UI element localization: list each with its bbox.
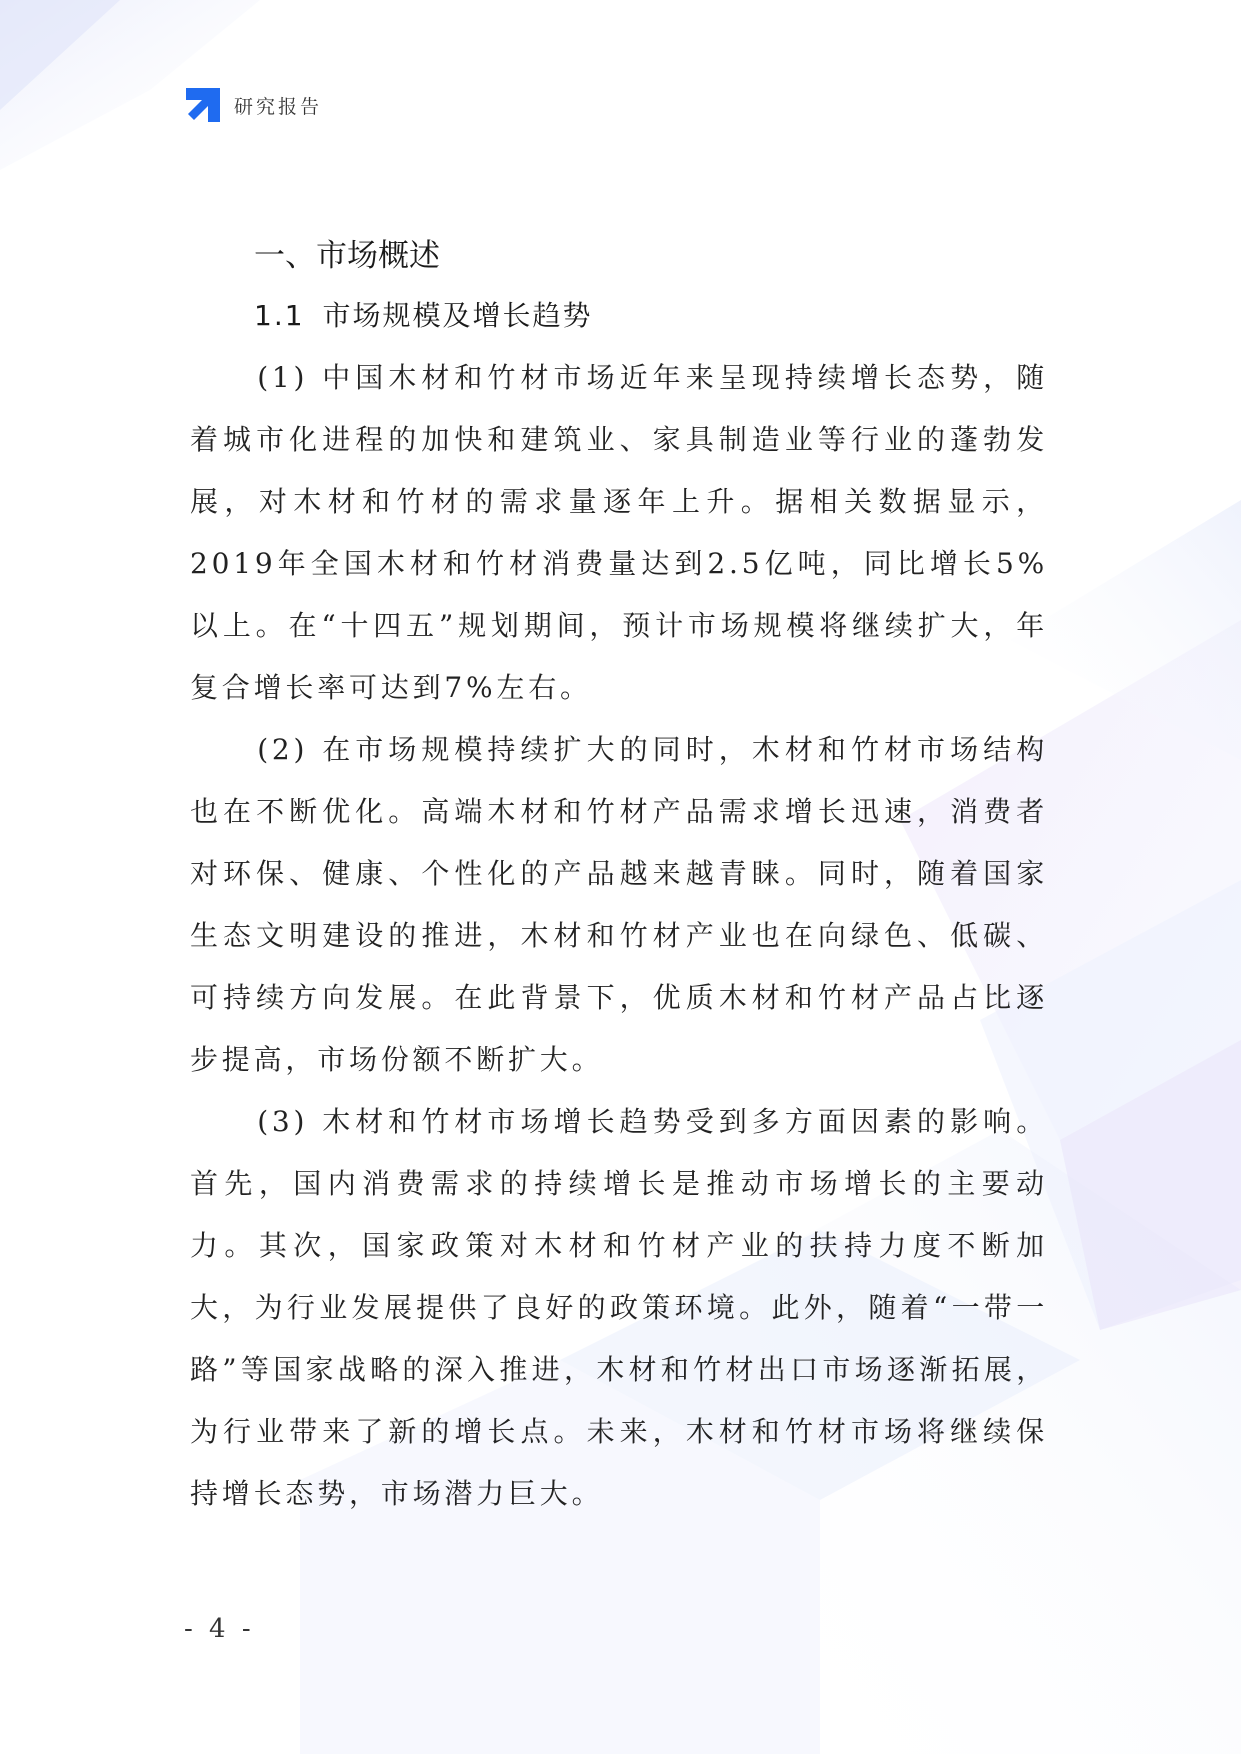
header — [186, 88, 322, 122]
arrow-logo-icon — [186, 88, 220, 122]
subsection-number: 1.1 — [254, 299, 305, 332]
subsection-title — [254, 294, 593, 334]
page-number: - 4 - — [184, 1614, 255, 1644]
paragraph-2: (2) 在市场规模持续扩大的同时，木材和竹材市场结构也在不断优化。高端木材和竹材产品需求增长迅速，消费者对环保、健康、个性化的产品越来越青睐。同时，随着国家生态文明建设的推进，木材和竹材产业也在向绿色、低碳、可持续方向发展。在此背景下，优质木材和竹材产品占比逐步提高，市场份额不断扩大。 — [190, 733, 1048, 1076]
subsection-text: 市场规模及增长趋势 — [322, 299, 593, 332]
paragraph-1: (1) 中国木材和竹材市场近年来呈现持续增长态势，随着城市化进程的加快和建筑业、家具制造业等行业的蓬勃发展，对木材和竹材的需求量逐年上升。据相关数据显示，2019年全国木材和竹材消费量达到2.5亿吨，同比增长5%以上。在“十四五”规划期间，预计市场规模将继续扩大，年复合增长率可达到7%左右。 — [190, 361, 1048, 704]
section-title: 一、市场概述 — [254, 238, 440, 274]
paragraph-3: (3) 木材和竹材市场增长趋势受到多方面因素的影响。首先，国内消费需求的持续增长是推动市场增长的主要动力。其次，国家政策对木材和竹材产业的扶持力度不断加大，为行业发展提供了良好的政策环境。此外，随着“一带一路”等国家战略的深入推进，木材和竹材出口市场逐渐拓展，为行业带来了新的增长点。未来，木材和竹材市场将继续保持增长态势，市场潜力巨大。 — [190, 1105, 1048, 1510]
body-text — [190, 347, 1048, 1525]
header-label: 研究报告 — [234, 95, 323, 118]
